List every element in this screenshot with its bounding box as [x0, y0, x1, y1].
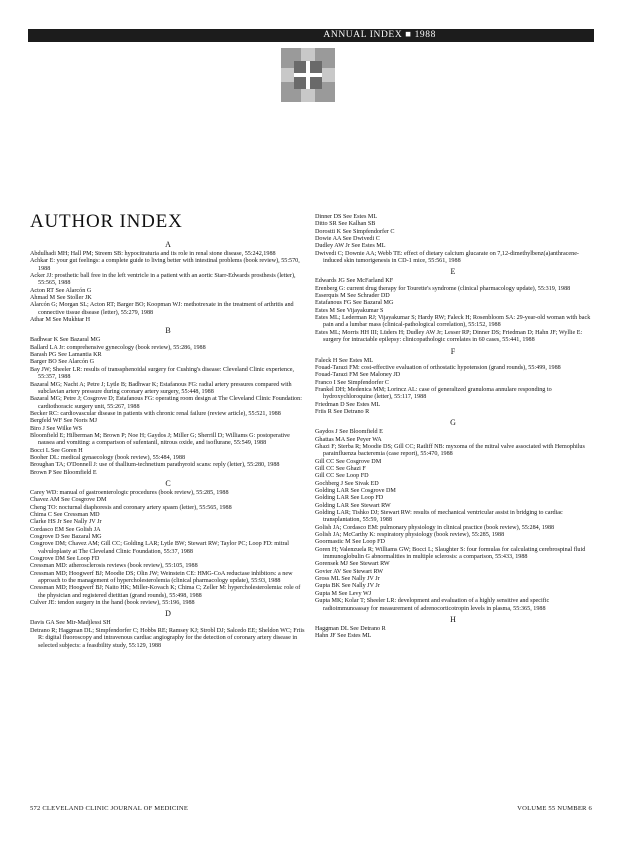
index-entry: Golding LAR See Cosgrove DM [315, 488, 396, 494]
index-entry: Fouad-Tarazi FM See Maloney JD [315, 372, 401, 379]
index-entry: Gill CC See Loop FD [315, 473, 369, 480]
index-entry: Golding LAR See Stewart RW [315, 502, 391, 509]
index-entry: Gupta BK See Nally JV Jr [315, 583, 380, 590]
index-entry: Achkar E: your gut feelings: a complete guide to living better with intestinal problems (book review), 55:570, 1988 [30, 258, 300, 272]
index-section [30, 609, 306, 649]
index-entry: Chavez AM See Cosgrove DM [30, 497, 107, 504]
index-entry: Bloomfield E; Hilberman M; Brown P; Noe H; Gaydos J; Miller G; Sherrill D; Williams G: postoperative nausea and vomiting: a comparison of sufentanil, nitrous oxide, and isoflurane, 55:549, 1988 [30, 432, 290, 447]
index-entry: Gupta MK; Kolar T; Sheeler LR: development and evaluation of a highly sensitive and specific radioimmunoassay for measurement of adrenocorticotropin levels in plasma, 55:365, 1988 [315, 598, 550, 612]
index-entry: Biro J See Wilke WS [30, 425, 83, 432]
index-section [315, 418, 591, 613]
index-entry: Broughan TA; O'Donnell J: use of thallium-technetium parathyroid scans: reply (letter), 55:280, 1988 [30, 462, 280, 469]
footer-journal: 572 CLEVELAND CLINIC JOURNAL OF MEDICINE [30, 805, 189, 812]
index-entry: Cordasco EM See Golish JA [30, 526, 101, 533]
index-entry: Edwards JG See McFarland KF [315, 278, 394, 285]
index-entry: Davis GA See Mir-Madjlessi SH [30, 620, 111, 627]
index-entry: Abdulhadi MH; Hall PM; Streem SB: hypocitraturia and its role in renal stone disease, 55:242,1988 [30, 251, 276, 257]
index-entry: Becker RC: cardiovascular disease in patients with chronic renal failure (review article), 55:521, 1988 [30, 410, 281, 417]
index-entry: Barger BO See Alarcón G [30, 359, 95, 366]
index-entry: Gupta M See Levy WJ [315, 590, 372, 597]
index-entry: Ballard LA Jr: comprehensive gynecology (book review), 55:286, 1988 [30, 344, 206, 351]
footer-volume: VOLUME 55 NUMBER 6 [517, 805, 592, 812]
index-entry: Ditto SR See Kalhan SB [315, 221, 376, 228]
index-entry: Detrano R; Haggman DL; Simpfendorfer C; Hobbs RE; Ramsey KJ; Strobl DJ; Salcedo EE; Sheldon WC; Friis R: digital fluoroscopy and intravenous cardiac angiography for the detection of coronary artery disease in selected subjects: a feasibility study, 55:129, 1988 [30, 627, 305, 649]
index-section [30, 326, 306, 477]
index-entry: Fouad-Tarazi FM: cost-effective evaluation of orthostatic hypotension (grand rounds), 55:499, 1988 [315, 364, 561, 371]
index-entry: Dorostti K See Simpfendorfer C [315, 228, 395, 235]
header-label: ANNUAL INDEX ■ 1988 [323, 30, 436, 40]
index-entry: Acker JJ: prosthetic ball free in the left ventricle in a patient with an aortic Starr-Edwards prosthesis (letter), 55:565, 1988 [30, 273, 296, 287]
index-entry: Bocci L See Goren H [30, 447, 83, 454]
index-entry: Bazaral MG; Nacht A; Petre J; Lytle B; Badhwar K; Estafanous FG: radial artery pressures compared with subclavian artery pressure during coronary artery surgery, 55:448, 1988 [30, 381, 292, 395]
index-section [315, 214, 591, 265]
index-entry: Estafanous FG See Bazaral MG [315, 300, 394, 307]
right-column [315, 214, 591, 641]
index-entry: Culver JE: tendon surgery in the hand (book review), 55:196, 1988 [30, 600, 195, 607]
index-entry: Golding LAR See Loop FD [315, 495, 384, 502]
index-entry: Cosgrove D See Bazaral MG [30, 534, 102, 541]
index-entry: Chima C See Cressman MD [30, 512, 100, 518]
index-entry: Alarcón G; Morgan SL; Acton RT; Barger BO; Koopman WJ: methotrexate in the treatment of arthritis and connective tissue disease (letter), 55:279, 1988 [30, 302, 294, 316]
left-column [30, 238, 306, 650]
index-entry: Franco I See Simpfendorfer C [315, 379, 390, 386]
index-entry: Gill CC See Cosgrove DM [315, 458, 382, 465]
index-entry: Friedman D See Estes ML [315, 401, 381, 408]
index-entry: Gill CC See Ghazi F [315, 465, 366, 472]
index-entry: Golish JA; Cordasco EM: pulmonary physiology in clinical practice (book review), 55:284, 1988 [315, 524, 555, 531]
index-entry: Cosgrove DM; Chavez AM; Gill CC; Golding LAR; Lytle BW; Stewart RW; Taylor PC; Loop FD: mitral valvuloplasty at The Cleveland Clinic Foundation, 55:37, 1988 [30, 541, 289, 555]
index-entry: Cressman MD; Hoogwerf BJ; Moodie DS; Olin JW; Weinstein CE: HMG-CoA reductase inhibitors: a new approach to the management of hypercholesterolemia (clinical pharmacology update), 55:93, 1988 [30, 570, 293, 585]
section-letter: D [165, 609, 171, 619]
section-letter: E [450, 267, 456, 277]
index-section [315, 267, 591, 344]
index-entry: Govier AV See Stewart RW [315, 568, 383, 575]
index-entry: Badhwar K See Bazaral MG [30, 337, 101, 344]
index-entry: Booher DL: medical gynaecology (book review), 55:484, 1988 [30, 454, 186, 461]
index-entry: Gorensek MJ See Stewart RW [315, 561, 390, 568]
section-letter: G [450, 418, 456, 428]
index-entry: Ghazi F; Sterba R; Moodie DS; Gill CC; Ratliff NB: myxoma of the mitral valve associated with Hemophilus parainfluenza bacteremia (case report), 55:470, 1988 [315, 443, 585, 458]
index-entry: Clarke HS Jr See Nally JV Jr [30, 519, 102, 526]
index-entry: Dudley AW Jr See Estes ML [315, 243, 386, 250]
section-letter: A [165, 240, 171, 249]
index-entry: Estes ML; Lederman RJ; Vijayakumar S; Hardy RW; Faleck H; Rosenbloom SA: 29-year-old woman with back pain and a lumbar mass (clinical-pathological correlation), 55:152, 1988 [315, 315, 591, 329]
index-entry: Esserquis M See Schrader DD [315, 293, 390, 300]
index-entry: Bazaral MG; Petre J; Cosgrove D; Estafanous FG: operating room design at The Cleveland Clinic Foundation: cardiothoracic surgery unit, 55:267, 1988 [30, 396, 302, 410]
index-entry: Bergfeld WF See Noris MJ [30, 418, 97, 425]
section-letter: H [450, 614, 456, 624]
index-entry: Cressman MD; Hoogwerf BJ; Naito HK; Miller-Kovach K; Chima C; Zeller M: hypercholesterolemia: role of the physician and registered dietitian (grand rounds), 55:498, 1988 [30, 585, 301, 599]
index-entry: Frankel DH; Medenica MM; Lorincz AL: case of generalized granuloma annulare responding to hydroxychloroquine (letter), 55:117, 1988 [315, 386, 552, 401]
index-entry: Estes M See Vijayakumar S [315, 307, 384, 314]
index-entry: Faleck H See Estes ML [315, 357, 373, 364]
index-entry: Brown P See Bloomfield E [30, 469, 97, 476]
index-entry: Haggman DL See Detrano R [315, 625, 386, 632]
index-entry: Barash PG See Lamantia KR [30, 352, 102, 359]
index-entry: Dinner DS See Estes ML [315, 214, 378, 220]
header-bar [28, 29, 594, 42]
index-entry: Ahmad M See Stoller JK [30, 295, 92, 302]
index-entry: Hahn JF See Estes ML [315, 633, 372, 640]
index-entry: Carey WD: manual of gastroenterologic procedures (book review), 55:285, 1988 [30, 489, 229, 496]
index-section [315, 615, 591, 641]
index-entry: Cosgrove DM See Loop FD [30, 556, 100, 563]
index-entry: Dwivedi C; Downie AA; Webb TE: effect of dietary calcium glucarate on 7,12-dimethylbenz(a)anthracene-induced skin tumorigenesis in CD-1 mice, 55:561, 1988 [315, 250, 579, 265]
index-section [315, 347, 591, 417]
index-entry: Estes ML; Morris HH III; Lüders H; Dudley AW Jr; Lesser RP; Dinner DS; Friedman D; Hahn JF; Wyllie E: surgery for intractable epilepsy: clinicopathologic correlates in 60 cases, 55:441, 1988 [315, 329, 583, 344]
index-entry: Gross ML See Nally JV Jr [315, 576, 380, 583]
section-letter: C [165, 478, 171, 488]
index-entry: Goormastic M See Loop FD [315, 539, 385, 546]
index-section [30, 240, 306, 324]
index-entry: Gaydos J See Bloomfield E [315, 429, 383, 436]
index-entry: Acton RT See Alarcón G [30, 287, 92, 294]
index-entry: Friis R See Detrano R [315, 408, 370, 415]
section-letter: F [450, 346, 456, 356]
index-entry: Cheng TO: nocturnal diaphoresis and coronary artery spasm (letter), 55:565, 1988 [30, 504, 232, 511]
index-entry: Bay JW; Sheeler LR: results of transsphenoidal surgery for Cushing's disease: Cleveland Clinic experience, 55:357, 1988 [30, 366, 295, 381]
index-entry: Dowie AA See Dwivedi C [315, 236, 380, 243]
page-title: AUTHOR INDEX [30, 211, 183, 232]
index-entry: Athar M See Mukhtar H [30, 317, 91, 324]
index-entry: Cressman MD: atherosclerosis reviews (book review), 55:105, 1988 [30, 563, 198, 570]
index-section [30, 479, 306, 608]
index-entry: Ghattas MA See Peyer WA [315, 436, 382, 443]
index-entry: Erenberg G: current drug therapy for Tourette's syndrome (clinical pharmacology update), 55:319, 1988 [315, 285, 571, 292]
index-entry: Goren H; Valenzuela R; Williams GW; Bocci L; Slaughter S: four formulas for calculating cerebrospinal fluid immunoglobulin G abnormalities in multiple sclerosis: a comparison, 55:433, 1988 [315, 546, 586, 561]
index-entry: Golding LAR; Tishko DJ; Stewart RW: results of mechanical ventricular assist in bridging to cardiac transplantation, 55:59, 1988 [315, 510, 563, 524]
index-entry: Golish JA; McCarthy K: respiratory physiology (book review), 55:285, 1988 [315, 532, 505, 539]
section-letter: B [165, 326, 171, 336]
index-entry: Gochberg J See Sivak ED [315, 480, 379, 487]
journal-logo [281, 48, 335, 102]
